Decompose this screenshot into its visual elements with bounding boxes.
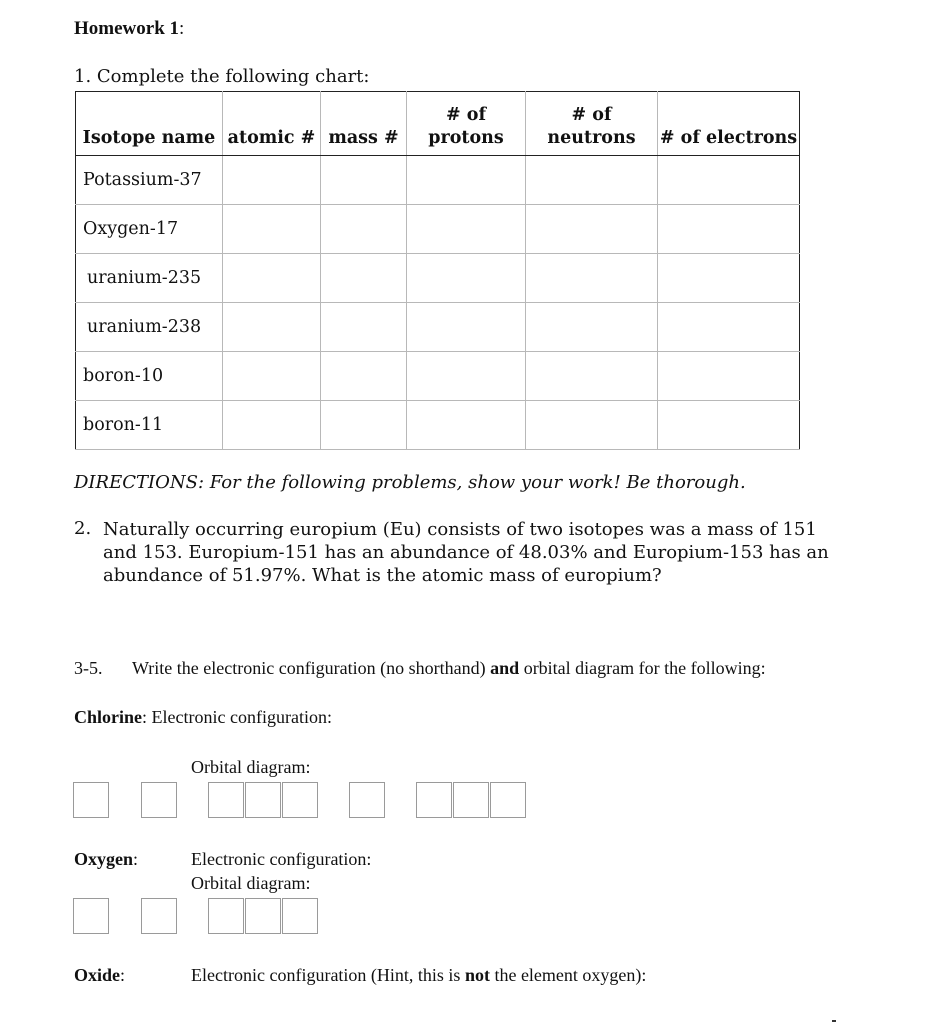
orbital-box[interactable]	[490, 782, 526, 818]
isotope-name-cell: Potassium-37	[76, 156, 223, 205]
mass-number-cell[interactable]	[321, 205, 407, 254]
electrons-cell[interactable]	[658, 205, 800, 254]
table-row	[76, 205, 800, 254]
orbital-box[interactable]	[73, 782, 109, 818]
orbital-box[interactable]	[282, 898, 318, 934]
chlorine-ec-label: Chlorine: Electronic configuration:	[74, 707, 332, 727]
mass-number-cell[interactable]	[321, 254, 407, 303]
question-1-label: 1. Complete the following chart:	[74, 66, 370, 87]
question-2-number: 2.	[74, 518, 92, 539]
header-isotope-name: Isotope name	[76, 92, 223, 156]
table-row	[76, 303, 800, 352]
orbital-box[interactable]	[349, 782, 385, 818]
chart-header-row	[76, 92, 800, 156]
isotope-name-cell: Oxygen-17	[76, 205, 223, 254]
orbital-box[interactable]	[453, 782, 489, 818]
atomic-number-cell[interactable]	[223, 205, 321, 254]
orbital-box[interactable]	[208, 898, 244, 934]
neutrons-cell[interactable]	[526, 352, 658, 401]
protons-cell[interactable]	[407, 401, 526, 450]
orbital-box[interactable]	[245, 898, 281, 934]
isotope-name-cell: uranium-238	[76, 303, 223, 352]
oxygen-label: Oxygen:	[74, 849, 139, 869]
neutrons-cell[interactable]	[526, 156, 658, 205]
atomic-number-cell[interactable]	[223, 254, 321, 303]
oxide-ec-label: Electronic configuration (Hint, this is not the element oxygen):	[191, 965, 647, 985]
mass-number-cell[interactable]	[321, 352, 407, 401]
question-3-5-text: Write the electronic configuration (no shorthand) and orbital diagram for the following:	[132, 658, 766, 678]
isotope-name-cell: boron-10	[76, 352, 223, 401]
neutrons-cell[interactable]	[526, 254, 658, 303]
table-row	[76, 352, 800, 401]
chlorine-orbital-label: Orbital diagram:	[191, 757, 311, 777]
neutrons-cell[interactable]	[526, 303, 658, 352]
atomic-number-cell[interactable]	[223, 401, 321, 450]
protons-cell[interactable]	[407, 303, 526, 352]
isotope-chart	[75, 91, 800, 450]
orbital-box[interactable]	[416, 782, 452, 818]
electrons-cell[interactable]	[658, 401, 800, 450]
mass-number-cell[interactable]	[321, 156, 407, 205]
header-protons: # of protons	[407, 92, 526, 156]
protons-cell[interactable]	[407, 156, 526, 205]
header-neutrons: # of neutrons	[526, 92, 658, 156]
homework-title: Homework 1:	[74, 18, 185, 39]
electrons-cell[interactable]	[658, 303, 800, 352]
question-3-5-number: 3-5.	[74, 658, 103, 678]
neutrons-cell[interactable]	[526, 401, 658, 450]
protons-cell[interactable]	[407, 205, 526, 254]
orbital-box[interactable]	[282, 782, 318, 818]
atomic-number-cell[interactable]	[223, 303, 321, 352]
table-row	[76, 156, 800, 205]
oxygen-orbital-label: Orbital diagram:	[191, 873, 311, 893]
table-row	[76, 254, 800, 303]
orbital-box[interactable]	[73, 898, 109, 934]
orbital-box[interactable]	[245, 782, 281, 818]
isotope-name-cell: boron-11	[76, 401, 223, 450]
electrons-cell[interactable]	[658, 254, 800, 303]
isotope-name-cell: uranium-235	[76, 254, 223, 303]
atomic-number-cell[interactable]	[223, 156, 321, 205]
orbital-box[interactable]	[141, 782, 177, 818]
orbital-box[interactable]	[208, 782, 244, 818]
header-atomic-number: atomic #	[223, 92, 321, 156]
protons-cell[interactable]	[407, 254, 526, 303]
header-electrons: # of electrons	[658, 92, 800, 156]
oxygen-ec-label: Electronic configuration:	[191, 849, 372, 869]
atomic-number-cell[interactable]	[223, 352, 321, 401]
protons-cell[interactable]	[407, 352, 526, 401]
table-row	[76, 401, 800, 450]
electrons-cell[interactable]	[658, 156, 800, 205]
orbital-box[interactable]	[141, 898, 177, 934]
directions-text: DIRECTIONS: For the following problems, show your work! Be thorough.	[74, 472, 746, 493]
neutrons-cell[interactable]	[526, 205, 658, 254]
mass-number-cell[interactable]	[321, 401, 407, 450]
question-2-text: Naturally occurring europium (Eu) consists of two isotopes was a mass of 151 and 153. Europium-151 has an abundance of 48.03% and Europium-153 has an abundance of 51.97%. What is the atomic mass of europium?	[103, 519, 829, 586]
mass-number-cell[interactable]	[321, 303, 407, 352]
electrons-cell[interactable]	[658, 352, 800, 401]
oxide-label: Oxide:	[74, 965, 126, 985]
stray-mark	[832, 1020, 836, 1022]
header-mass-number: mass #	[321, 92, 407, 156]
